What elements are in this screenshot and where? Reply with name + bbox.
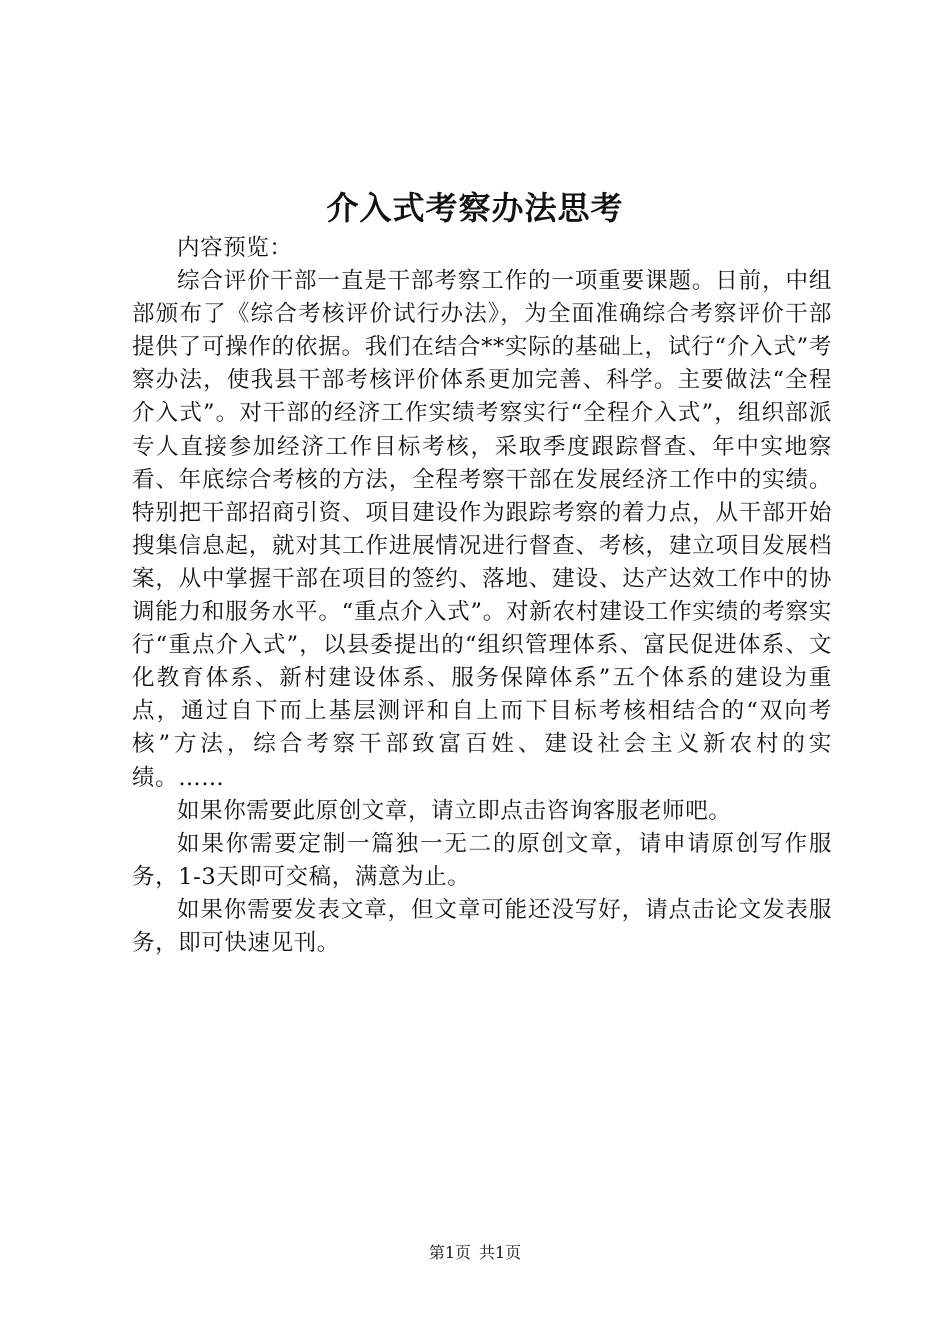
document-title: 介入式考察办法思考 (326, 189, 624, 227)
page-total: 共1页 (479, 1243, 522, 1262)
paragraph-contact: 如果你需要此原创文章，请立即点击咨询客服老师吧。 (177, 797, 732, 824)
preview-label: 内容预览： (177, 235, 293, 261)
page-footer (0, 1243, 950, 1263)
paragraph-custom-writing: 如果你需要定制一篇独一无二的原创文章，请申请原创写作服务，1-3天即可交稿，满意为止。 (132, 830, 832, 890)
paragraph-main: 综合评价干部一直是干部考察工作的一项重要课题。日前，中组部颁布了《综合考核评价试行办法》，为全面准确综合考察评价干部提供了可操作的依据。我们在结合**实际的基础上，试行“介入式”考察办法，使我县干部考核评价体系更加完善、科学。主要做法“全程介入式”。对干部的经济工作实绩考察实行“全程介入式”，组织部派专人直接参加经济工作目标考核，采取季度跟踪督查、年中实地察看、年底综合考核的方法，全程考察干部在发展经济工作中的实绩。特别把干部招商引资、项目建设作为跟踪考察的着力点，从干部开始搜集信息起，就对其工作进展情况进行督查、考核，建立项目发展档案，从中掌握干部在项目的签约、落地、建设、达产达效工作中的协调能力和服务水平。“重点介入式”。对新农村建设工作实绩的考察实行“重点介入式”，以县委提出的“组织管理体系、富民促进体系、文化教育体系、新村建设体系、服务保障体系”五个体系的建设为重点，通过自下而上基层测评和自上而下目标考核相结合的“双向考核”方法，综合考察干部致富百姓、建设社会主义新农村的实绩。…… (132, 268, 832, 791)
paragraph-publishing: 如果你需要发表文章，但文章可能还没写好，请点击论文发表服务，即可快速见刊。 (132, 896, 832, 956)
page-number: 第1页 (428, 1243, 471, 1262)
document-body (132, 232, 832, 960)
